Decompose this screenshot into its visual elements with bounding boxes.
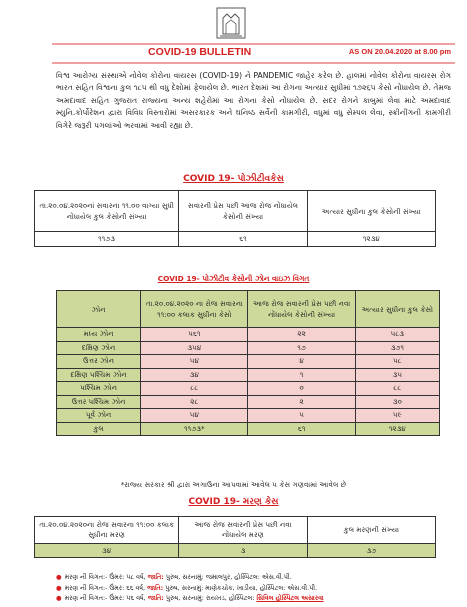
zone-new: ૦ [248,382,355,396]
death-details-list [56,572,324,604]
positive-cases-table [34,190,436,247]
header-divider-bottom [52,62,455,64]
table-row [57,341,440,355]
zone-morning: ૨૮ [141,395,248,409]
death-address: સરનામું: રાયખડ, હોસ્પિટલ: [182,594,255,602]
zone-name: મધ્ય ઝોન [57,328,141,342]
zone-header-total: અત્યાર સુધીના કુલ કેસો [355,291,439,328]
positive-value-total: ૧૨૩૪ [307,232,435,247]
bulletin-title: COVID-19 BULLETIN [148,46,252,58]
zone-new: ૪ [248,355,355,369]
table-row [57,355,440,369]
table-row [57,328,440,342]
death-header-total: કુલ મરણની સંખ્યા [307,517,435,544]
zone-morning: ૩૪ [141,368,248,382]
list-item [56,583,324,594]
positive-value-new: ૬૧ [179,232,307,247]
death-gender: પુરુષ, [165,583,180,592]
zone-name: દક્ષિણ પશ્ચિમ ઝોન [57,368,141,382]
death-gender: પુરુષ, [165,573,181,581]
death-prefix: મરણ ની વિગત:- ઉંમર: ૫૮ વર્ષ, [64,573,146,581]
table-row [57,382,440,396]
zone-name: પૂર્વ ઝોન [57,409,141,423]
zone-total: ૩૦ [355,395,439,409]
zone-header-morning: તા.૨૦.૦૪.૨૦૨૦ ના રોજ સવારના ૧૧:૦૦ કલાક સુધીના કેસો [141,291,248,328]
zone-total: ૫૮૩ [355,328,439,342]
zone-total: ૩૫ [355,368,439,382]
bulletin-date: AS ON 20.04.2020 at 8.00 pm [348,47,451,56]
list-item [56,572,324,583]
zone-header-new: આજ રોજ સવારની પ્રેસ પછી નવા નોંધાયેલ કેસોની સંખ્યા [248,291,355,328]
bullet-icon: ● [56,583,62,592]
positive-header-new: સવારની પ્રેસ પછી આજ રોજ નોંધાયેલ કેસોની સંખ્યા [179,191,307,232]
zone-total: ૫૯ [355,409,439,423]
zone-total-total: ૧૨૩૪ [355,422,439,436]
zone-new: ૨૨ [248,328,355,342]
list-item [56,593,324,604]
zone-total-morning: ૧૧૭૩* [141,422,248,436]
gender-label: જાતિ: [147,583,164,592]
death-header-morning: તા.૨૦.૦૪.૨૦૨૦ના રોજ સવારના ૧૧:૦૦ કલાક સુધીના મરણ [35,517,179,544]
bullet-icon: ● [56,573,62,581]
zone-name: પશ્ચિમ ઝોન [57,382,141,396]
table-row [57,368,440,382]
zone-morning: ૫૪ [141,355,248,369]
zone-total: ૫૮ [355,355,439,369]
zone-morning: ૫૬૧ [141,328,248,342]
table-row [57,395,440,409]
header-divider-top [52,43,455,45]
zone-morning: ૩૫૪ [141,341,248,355]
death-value-morning: ૩૪ [35,544,179,558]
zone-name: દક્ષિણ ઝોન [57,341,141,355]
gender-label: જાતિ: [147,594,164,602]
death-cases-table [34,516,436,558]
positive-header-morning: તા.૨૦.૦૪.૨૦૨૦નાં સવારના ૧૧.૦૦ વાગ્યા સુધી નોંધાયેલ કુલ કેસોની સંખ્યા [35,191,179,232]
zone-new: ૧૭ [248,341,355,355]
amc-emblem-icon [215,6,247,40]
death-hospital: સિવિલ હોસ્પિટલ અસારવા [256,594,324,602]
zone-total-label: કુલ [57,422,141,436]
zone-new: ૫ [248,409,355,423]
death-address: સરનામું: જમાલપુર, હોસ્પિટલ: એસ.વી.પી. [182,573,292,581]
zone-total-new: ૬૧ [248,422,355,436]
death-header-new: આજ રોજ સવારની પ્રેસ પછી નવા નોંધાયેલ મરણ [179,517,307,544]
table-row [57,409,440,423]
death-prefix: મરણ ની વિગત:- ઉંમર: ૬૬ વર્ષ, [64,583,146,592]
state-note: *રાજ્ય સરકાર શ્રી દ્વારા અગાઉના આપવામાં આવેલ ૫ કેસ ગણવામાં આવેલ છે [120,480,347,489]
death-address: સરનામું: માણેકચોક, ખાડીયા, હોસ્પિટલ: એસ.વી.પી. [181,583,318,592]
zone-total-row [57,422,440,436]
zone-name: ઉત્તર ઝોન [57,355,141,369]
positive-cases-title: COVID 19- પોઝીટીવકેસ [183,174,284,184]
bulletin-header [52,46,455,62]
death-gender: પુરુષ, [165,594,181,602]
zone-morning: ૮૮ [141,382,248,396]
bullet-icon: ● [56,594,62,602]
zone-total: ૮૮ [355,382,439,396]
death-prefix: મરણ ની વિગત:- ઉંમર: ૫૬ વર્ષ, [64,594,146,602]
zone-wise-title: COVID 19- પોઝીટીવ કેસોની ઝોન વાઇઝ વિગત [157,274,310,283]
zone-total: ૩૭૧ [355,341,439,355]
death-cases-title: COVID 19- મરણ કેસ [188,497,279,507]
zone-new: ૧ [248,368,355,382]
zone-new: ૨ [248,395,355,409]
intro-paragraph: વિશ્વ આરોગ્ય સંસ્થાએ નોવેલ કોરોના વાયરસ (COVID-19) ને PANDEMIC જાહેર કરેલ છે. હાલમાં નોવેલ કોરોના વાયરસ રોગ ભારત સહિત વિશ્વના કુલ ૧૮૫ થી વધુ દેશોમાં ફેલાયેલ છે. ભારત દેશમાં આ રોગના અત્યાર સુધીમાં ૧૭૨૬૫ કેસો નોંધાયેલ છે. તેમજ અમદાવાદ સહિત ગુજરાત રાજ્યના અન્ય શહેરોમાં આ રોગના કેસો નોંધાયેલ છે. સદર રોગને કાબુમાં લેવા માટે અમદાવાદ મ્યુનિ.કોર્પોરેશન દ્વારા વિવિધ વિસ્તારોમાં અસરકારક અને ઘનિષ્ઠ સર્વેની કામગીરી, વધુમાં વધુ સેમ્પલ લેવા, સ્ક્રીનીંગની કામગીરી વિગેરે જરૂરી પગલાંઓ ભરવામાં આવી રહ્યા છે. [56,71,451,130]
zone-name: ઉત્તર પશ્ચિમ ઝોન [57,395,141,409]
zone-header-zone: ઝોન [57,291,141,328]
zone-wise-table [56,290,440,436]
zone-morning: ૫૪ [141,409,248,423]
death-value-total: ૩૭ [307,544,435,558]
gender-label: જાતિ: [147,573,164,581]
positive-value-morning: ૧૧૭૩ [35,232,179,247]
positive-header-total: અત્યાર સુધીના કુલ કેસોની સંખ્યા [307,191,435,232]
death-value-new: ૩ [179,544,307,558]
